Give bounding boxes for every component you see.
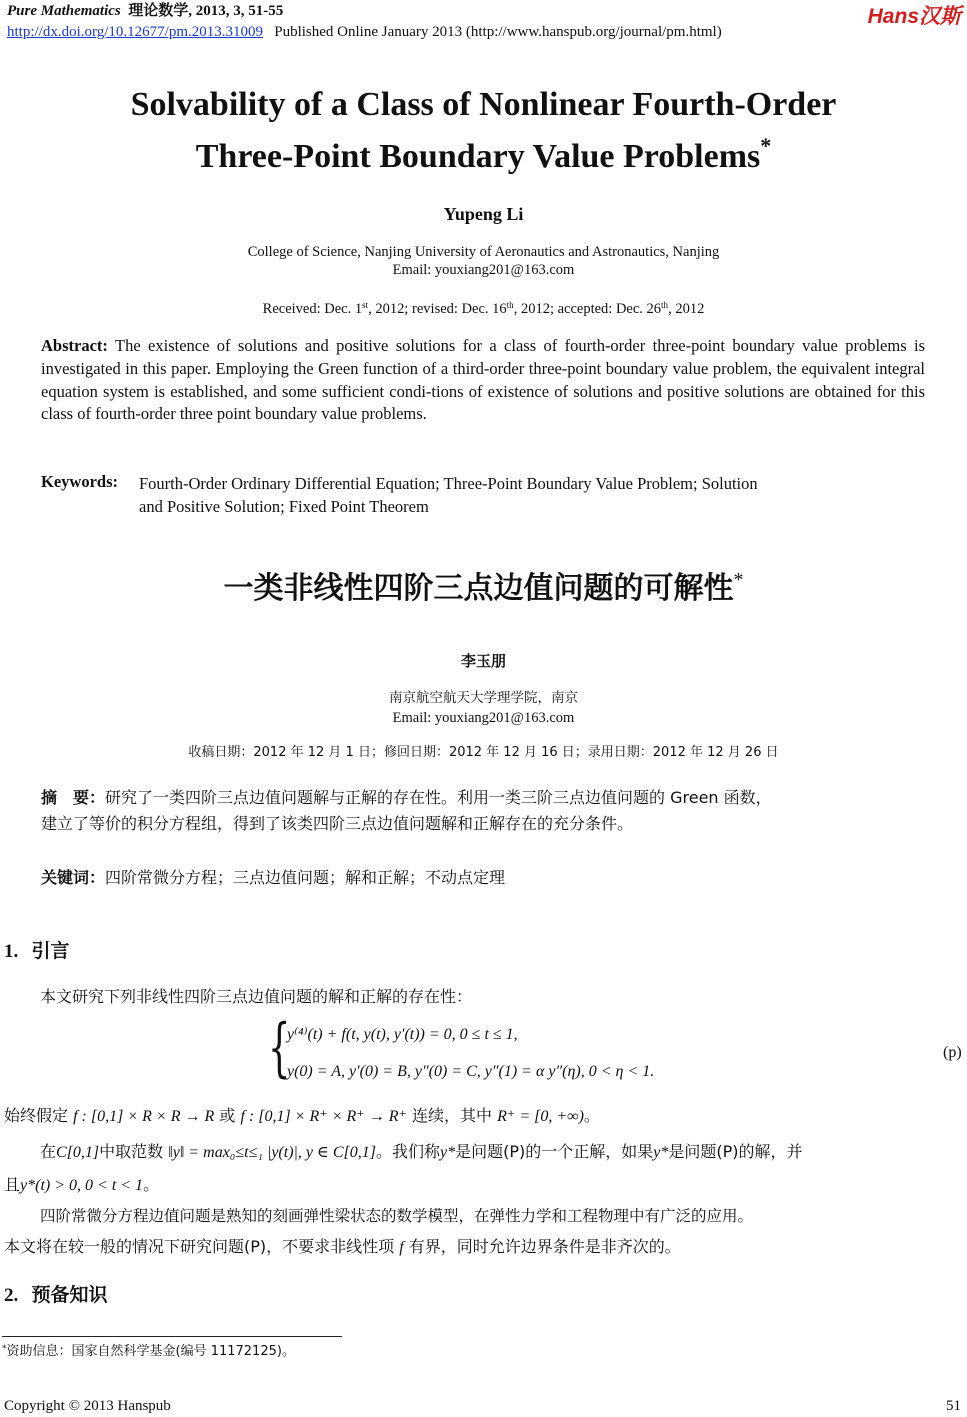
equation-line-2: y(0) = A, y′(0) = B, y″(0) = C, y″(1) = α y″(η), 0 < η < 1. [287, 1063, 655, 1080]
section-1-heading: 1. 引言 [4, 940, 70, 962]
footnote: *资助信息：国家自然科学基金(编号 11172125)。 [2, 1344, 295, 1359]
assumption-line: 始终假定 f : [0,1] × R × R → R 或 f : [0,1] × R⁺ × R⁺ → R⁺ 连续，其中 R⁺ = [0, +∞)。 [4, 1106, 600, 1125]
doi-line: http://dx.doi.org/10.12677/pm.2013.31009 Published Online January 2013 (http://www.hanspub.org/journal/pm.html) [7, 24, 722, 40]
paper-title-en: Solvability of a Class of Nonlinear Fourth-Order Three-Point Boundary Value Problems* [130, 86, 837, 175]
keywords-en: Fourth-Order Ordinary Differential Equation; Three-Point Boundary Value Problem; Solution and Positive Solution; Fixed Point Theorem [139, 474, 758, 516]
doi-link[interactable]: http://dx.doi.org/10.12677/pm.2013.31009 [7, 24, 263, 40]
affiliation-en: College of Science, Nanjing University of Aeronautics and Astronautics, Nanjing [247, 244, 720, 260]
email-cn: Email: youxiang201@163.com [392, 710, 575, 726]
dates-cn: 收稿日期：2012 年 12 月 1 日；修回日期：2012 年 12 月 16 日；录用日期：2012 年 12 月 26 日 [188, 745, 779, 760]
equation-label: (p) [943, 1044, 962, 1061]
author-cn: 李玉朋 [460, 652, 506, 670]
paper-title-cn: 一类非线性四阶三点边值问题的可解性* [223, 569, 744, 606]
section-1-intro: 本文研究下列非线性四阶三点边值问题的解和正解的存在性： [40, 987, 473, 1006]
email-en: Email: youxiang201@163.com [392, 262, 575, 278]
title-footnote-mark: * [760, 133, 772, 158]
journal-header: Pure Mathematics 理论数学, 2013, 3, 51-55 [7, 3, 284, 19]
hans-logo: Hans汉斯 [867, 5, 961, 28]
author-en: Yupeng Li [443, 204, 524, 224]
paragraph-2-line-2: 本文将在较一般的情况下研究问题(P)，不要求非线性项 f 有界，同时允许边界条件是非齐次的。 [4, 1237, 681, 1256]
equation-brace: { [268, 1011, 291, 1085]
received-dates: Received: Dec. 1st, 2012; revised: Dec. 16th, 2012; accepted: Dec. 26th, 2012 [262, 300, 705, 317]
keywords-cn: 关键词：四阶常微分方程；三点边值问题；解和正解；不动点定理 [41, 868, 506, 887]
abstract-cn: 摘 要：研究了一类四阶三点边值问题解与正解的存在性。利用一类三阶三点边值问题的 Green 函数， 建立了等价的积分方程组，得到了该类四阶三点边值问题解和正解存在的充分条件。 [41, 788, 772, 833]
norm-line: 在C[0,1]中取范数 ‖y‖ = max₀≤t≤₁ |y(t)|, y ∈ C[0,1]。我们称y*是问题(P)的一个正解，如果y*是问题(P)的解，并 [40, 1142, 803, 1161]
footnote-rule [2, 1336, 342, 1337]
keywords-label: Keywords: [41, 472, 118, 491]
equation-line-1: y⁽⁴⁾(t) + f(t, y(t), y′(t)) = 0, 0 ≤ t ≤ 1, [287, 1026, 518, 1043]
positive-condition-line: 且y*(t) > 0, 0 < t < 1。 [4, 1175, 160, 1194]
abstract-en: Abstract: The existence of solutions and positive solutions for a class of fourth-order three-point boundary value problems is investigated in this paper. Employing the Green function of a third-order three-point boundary value problem, the equivalent integral equation system is established, and some sufficient condi-tions of existence of solutions and positive solutions are obtained for this class of fourth-order three point boundary value problems. [41, 336, 926, 424]
affiliation-cn: 南京航空航天大学理学院，南京 [389, 690, 578, 706]
copyright: Copyright © 2013 Hanspub [4, 1398, 171, 1414]
section-2-heading: 2. 预备知识 [4, 1284, 108, 1306]
page-number: 51 [946, 1398, 961, 1414]
paragraph-2-line-1: 四阶常微分方程边值问题是熟知的刻画弹性梁状态的数学模型，在弹性力学和工程物理中有广泛的应用。 [40, 1207, 754, 1225]
